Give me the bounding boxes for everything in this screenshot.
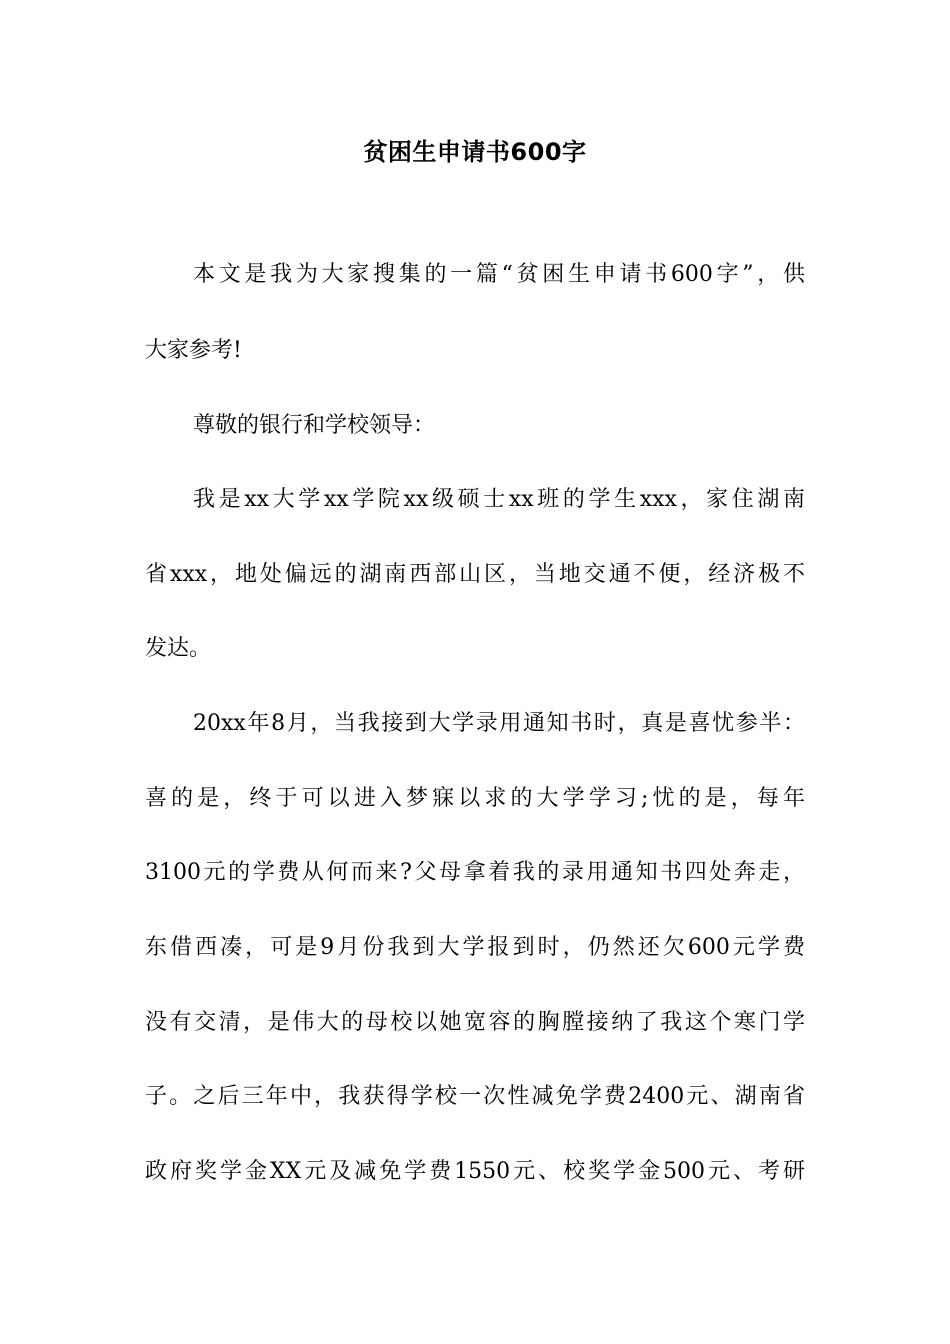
paragraph-line: 子。之后三年中，我获得学校一次性减免学费2400元、湖南省 (145, 1084, 805, 1109)
paragraph-line: 东借西凑，可是9月份我到大学报到时，仍然还欠600元学费 (145, 935, 805, 960)
paragraph-line: 政府奖学金XX元及减免学费1550元、校奖学金500元、考研 (145, 1159, 805, 1184)
paragraph-line: 3100元的学费从何而来?父母拿着我的录用通知书四处奔走， (145, 860, 805, 885)
document-title: 贫困生申请书600字 (363, 138, 587, 166)
paragraph-line: 喜的是，终于可以进入梦寐以求的大学学习;忧的是，每年 (145, 786, 805, 811)
paragraph-line: 大家参考! (145, 338, 242, 363)
paragraph-line: 没有交清，是伟大的母校以她宽容的胸膛接纳了我这个寒门学 (145, 1010, 805, 1035)
paragraph-line: 省xxx，地处偏远的湖南西部山区，当地交通不便，经济极不 (145, 562, 805, 587)
paragraph-line: 本文是我为大家搜集的一篇“贫困生申请书600字”，供 (193, 262, 805, 287)
paragraph-line: 尊敬的银行和学校领导： (193, 413, 436, 438)
paragraph-line: 20xx年8月，当我接到大学录用通知书时，真是喜忧参半： (193, 711, 805, 736)
paragraph-line: 我是xx大学xx学院xx级硕士xx班的学生xxx，家住湖南 (193, 487, 805, 512)
paragraph-line: 发达。 (145, 636, 212, 661)
